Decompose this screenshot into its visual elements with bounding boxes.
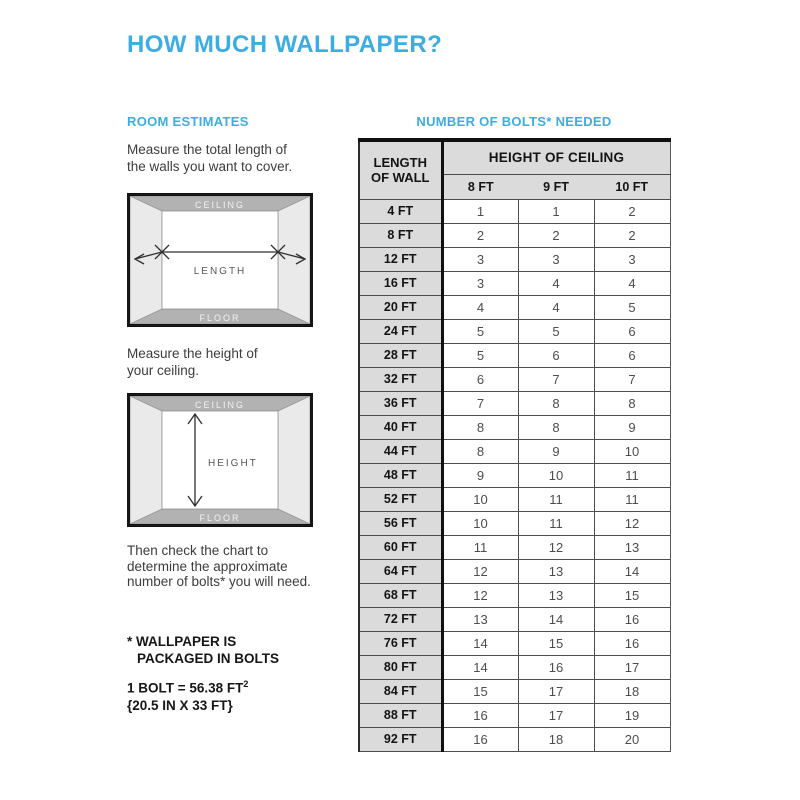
table-row: [359, 583, 670, 607]
check-chart-line3: number of bolts* you will need.: [127, 574, 311, 589]
bolt-count-9ft-cell: 12: [518, 535, 594, 559]
ceiling-label: CEILING: [194, 400, 246, 410]
bolt-count-9ft-cell: 8: [518, 391, 594, 415]
bolt-count-9ft-cell: 7: [518, 367, 594, 391]
table-row: [359, 655, 670, 679]
wall-length-cell: 76 FT: [359, 631, 442, 655]
check-chart-line2: determine the approximate: [127, 558, 288, 574]
table-row: [359, 271, 670, 295]
wall-length-cell: 16 FT: [359, 271, 442, 295]
table-row: [359, 559, 670, 583]
bolt-count-8ft-cell: 4: [442, 295, 518, 319]
bolt-count-9ft-cell: 17: [518, 679, 594, 703]
bolt-count-9ft-cell: 15: [518, 631, 594, 655]
bolt-count-8ft-cell: 10: [442, 487, 518, 511]
bolt-count-8ft-cell: 3: [442, 247, 518, 271]
bolt-count-9ft-cell: 4: [518, 271, 594, 295]
table-row: [359, 343, 670, 367]
room-height-svg: [130, 396, 310, 524]
wall-length-cell: 92 FT: [359, 727, 442, 751]
bolt-count-10ft-cell: 19: [594, 703, 670, 727]
bolt-count-10ft-cell: 11: [594, 463, 670, 487]
bolt-equals-text: 1 BOLT = 56.38 FT: [127, 680, 244, 696]
room-length-diagram: [127, 193, 313, 327]
bolt-size-note: [127, 676, 248, 714]
table-row: [359, 703, 670, 727]
bolt-count-9ft-cell: 17: [518, 703, 594, 727]
bolt-count-8ft-cell: 3: [442, 271, 518, 295]
bolt-count-10ft-cell: 15: [594, 583, 670, 607]
bolt-count-10ft-cell: 11: [594, 487, 670, 511]
left-wall-panel: [130, 196, 162, 324]
measure-length-line1: Measure the total length of: [127, 142, 287, 157]
wall-length-cell: 36 FT: [359, 391, 442, 415]
bolt-count-10ft-cell: 12: [594, 511, 670, 535]
bolt-count-8ft-cell: 12: [442, 583, 518, 607]
bolt-count-9ft-cell: 1: [518, 199, 594, 223]
table-row: [359, 631, 670, 655]
table-row: [359, 439, 670, 463]
bolt-count-8ft-cell: 9: [442, 463, 518, 487]
bolt-count-9ft-cell: 6: [518, 343, 594, 367]
table-row: [359, 391, 670, 415]
table-row: [359, 247, 670, 271]
bolt-count-8ft-cell: 16: [442, 727, 518, 751]
table-row: [359, 415, 670, 439]
bolt-count-9ft-cell: 2: [518, 223, 594, 247]
bolt-count-9ft-cell: 5: [518, 319, 594, 343]
table-row: [359, 463, 670, 487]
bolt-count-8ft-cell: 14: [442, 631, 518, 655]
table-row: [359, 319, 670, 343]
bolt-count-10ft-cell: 7: [594, 367, 670, 391]
wall-length-cell: 20 FT: [359, 295, 442, 319]
bolt-count-10ft-cell: 9: [594, 415, 670, 439]
measure-height-text: [127, 346, 258, 379]
wall-length-cell: 52 FT: [359, 487, 442, 511]
bolt-count-8ft-cell: 1: [442, 199, 518, 223]
check-chart-line1: Then check the chart to: [127, 543, 269, 558]
wall-length-cell: 60 FT: [359, 535, 442, 559]
bolt-count-8ft-cell: 6: [442, 367, 518, 391]
bolt-count-10ft-cell: 10: [594, 439, 670, 463]
table-row: [359, 679, 670, 703]
bolt-count-8ft-cell: 11: [442, 535, 518, 559]
measure-height-line2: your ceiling.: [127, 362, 200, 378]
bolt-count-9ft-cell: 14: [518, 607, 594, 631]
bolt-count-8ft-cell: 5: [442, 319, 518, 343]
bolt-count-9ft-cell: 13: [518, 559, 594, 583]
bolt-count-10ft-cell: 6: [594, 319, 670, 343]
bolt-count-8ft-cell: 7: [442, 391, 518, 415]
bolt-count-10ft-cell: 3: [594, 247, 670, 271]
bolt-count-10ft-cell: 4: [594, 271, 670, 295]
ceiling-8ft-header: 8 FT: [442, 174, 518, 199]
bolt-count-8ft-cell: 14: [442, 655, 518, 679]
wall-length-cell: 24 FT: [359, 319, 442, 343]
floor-label: FLOOR: [199, 513, 241, 523]
measure-length-line2: the walls you want to cover.: [127, 158, 293, 174]
bolts-footnote: [127, 634, 279, 667]
ceiling-10ft-header: 10 FT: [594, 174, 670, 199]
wall-length-cell: 12 FT: [359, 247, 442, 271]
bolt-count-8ft-cell: 15: [442, 679, 518, 703]
bolt-count-10ft-cell: 2: [594, 199, 670, 223]
wall-length-cell: 40 FT: [359, 415, 442, 439]
room-estimates-heading: ROOM ESTIMATES: [127, 114, 249, 129]
table-row: [359, 487, 670, 511]
table-row: [359, 367, 670, 391]
table-row: [359, 607, 670, 631]
bolt-equals-line: [127, 676, 248, 697]
wall-length-header-line2: OF WALL: [371, 170, 430, 186]
measure-height-line1: Measure the height of: [127, 346, 258, 361]
bolt-count-9ft-cell: 18: [518, 727, 594, 751]
bolt-dimensions-line: {20.5 IN X 33 FT}: [127, 697, 233, 713]
length-label: LENGTH: [193, 266, 247, 277]
table-row: [359, 727, 670, 751]
bolt-count-8ft-cell: 2: [442, 223, 518, 247]
room-length-svg: [130, 196, 310, 324]
bolt-count-8ft-cell: 12: [442, 559, 518, 583]
wall-length-header: [359, 140, 442, 199]
bolt-count-10ft-cell: 5: [594, 295, 670, 319]
wall-length-cell: 44 FT: [359, 439, 442, 463]
bolt-count-9ft-cell: 11: [518, 511, 594, 535]
bolt-count-9ft-cell: 16: [518, 655, 594, 679]
bolt-count-10ft-cell: 14: [594, 559, 670, 583]
table-row: [359, 511, 670, 535]
left-wall-panel: [130, 396, 162, 524]
floor-label: FLOOR: [199, 313, 241, 323]
wall-length-cell: 48 FT: [359, 463, 442, 487]
table-row: [359, 223, 670, 247]
wall-length-cell: 28 FT: [359, 343, 442, 367]
wall-length-cell: 56 FT: [359, 511, 442, 535]
bolt-count-8ft-cell: 8: [442, 415, 518, 439]
wall-length-cell: 8 FT: [359, 223, 442, 247]
bolts-footnote-line2: PACKAGED IN BOLTS: [137, 650, 280, 666]
bolt-count-10ft-cell: 16: [594, 607, 670, 631]
bolt-count-10ft-cell: 8: [594, 391, 670, 415]
bolt-count-10ft-cell: 2: [594, 223, 670, 247]
right-wall-panel: [278, 196, 310, 324]
bolt-count-9ft-cell: 9: [518, 439, 594, 463]
table-header-row-1: [359, 140, 670, 174]
wall-length-header-line1: LENGTH: [373, 155, 427, 171]
wall-length-cell: 72 FT: [359, 607, 442, 631]
wall-length-cell: 80 FT: [359, 655, 442, 679]
bolts-table: [358, 138, 671, 752]
bolt-sup: 2: [243, 679, 249, 689]
bolts-footnote-line1: * WALLPAPER IS: [127, 634, 237, 649]
bolt-count-8ft-cell: 16: [442, 703, 518, 727]
bolt-count-8ft-cell: 5: [442, 343, 518, 367]
bolt-count-10ft-cell: 17: [594, 655, 670, 679]
bolt-count-9ft-cell: 13: [518, 583, 594, 607]
wall-length-cell: 4 FT: [359, 199, 442, 223]
bolt-count-10ft-cell: 18: [594, 679, 670, 703]
wall-length-cell: 64 FT: [359, 559, 442, 583]
table-row: [359, 535, 670, 559]
measure-length-text: [127, 142, 292, 175]
bolt-count-9ft-cell: 4: [518, 295, 594, 319]
check-chart-text: [127, 543, 311, 590]
bolt-count-10ft-cell: 6: [594, 343, 670, 367]
bolt-count-10ft-cell: 20: [594, 727, 670, 751]
height-label: HEIGHT: [208, 458, 258, 469]
back-wall-panel: [162, 211, 278, 309]
bolt-count-8ft-cell: 10: [442, 511, 518, 535]
bolt-count-10ft-cell: 13: [594, 535, 670, 559]
page-title: HOW MUCH WALLPAPER?: [127, 31, 443, 58]
bolt-count-9ft-cell: 8: [518, 415, 594, 439]
right-wall-panel: [278, 396, 310, 524]
room-height-diagram: [127, 393, 313, 527]
wall-length-cell: 88 FT: [359, 703, 442, 727]
wall-length-cell: 84 FT: [359, 679, 442, 703]
ceiling-label: CEILING: [194, 200, 246, 210]
bolt-count-8ft-cell: 13: [442, 607, 518, 631]
wall-length-cell: 68 FT: [359, 583, 442, 607]
bolt-count-9ft-cell: 11: [518, 487, 594, 511]
wall-length-cell: 32 FT: [359, 367, 442, 391]
bolt-count-9ft-cell: 3: [518, 247, 594, 271]
bolt-count-9ft-cell: 10: [518, 463, 594, 487]
bolt-count-8ft-cell: 8: [442, 439, 518, 463]
table-row: [359, 199, 670, 223]
bolts-table-heading: NUMBER OF BOLTS* NEEDED: [416, 114, 612, 129]
table-row: [359, 295, 670, 319]
ceiling-9ft-header: 9 FT: [518, 174, 594, 199]
table-body: [359, 199, 670, 751]
ceiling-height-group-header: HEIGHT OF CEILING: [442, 140, 670, 174]
bolt-count-10ft-cell: 16: [594, 631, 670, 655]
